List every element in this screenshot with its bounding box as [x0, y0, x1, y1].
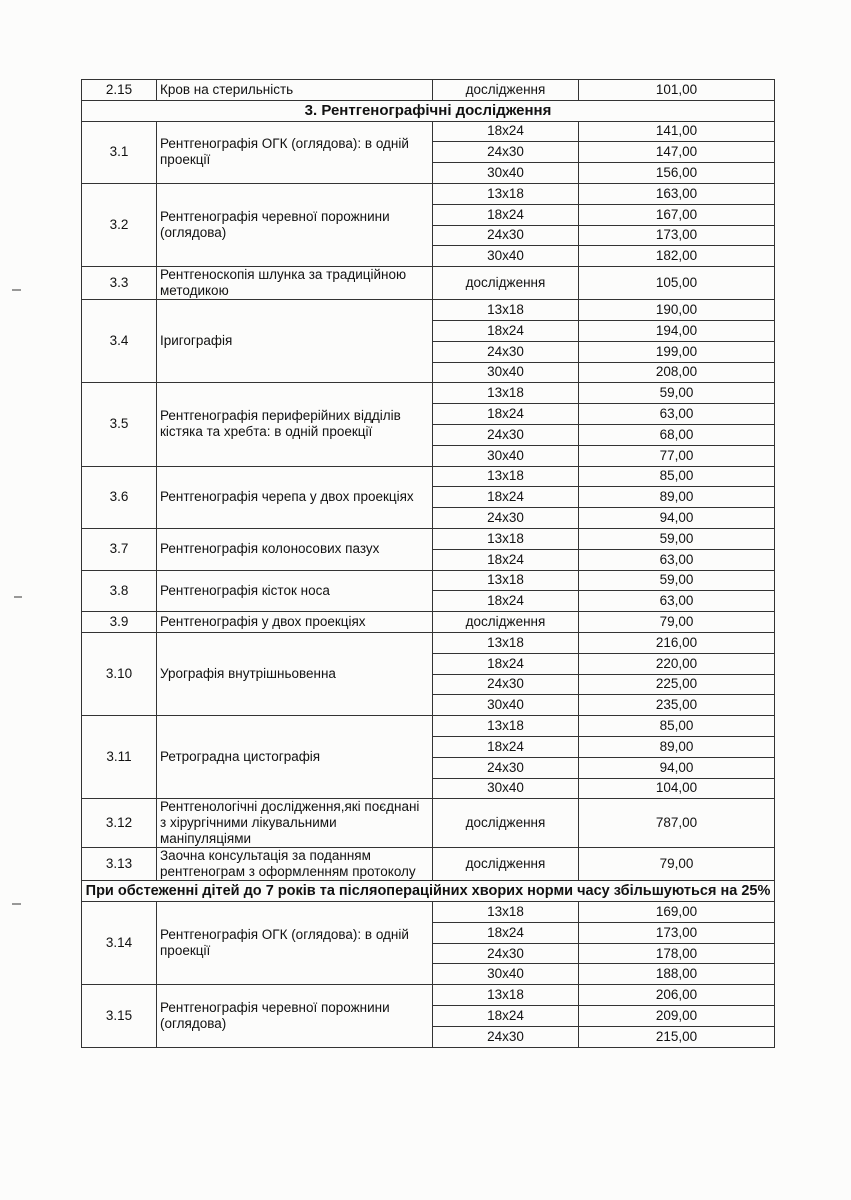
item-name: Рентгенологічні дослідження,які поєднані з хірургічними лікувальними маніпуляціями [157, 799, 433, 848]
item-unit: дослідження [433, 612, 579, 633]
item-number: 3.10 [82, 632, 157, 715]
item-unit: 18х24 [433, 653, 579, 674]
item-unit: дослідження [433, 848, 579, 881]
item-name: Рентгенографія ОГК (оглядова): в одній проекції [157, 121, 433, 183]
item-price: 105,00 [579, 267, 775, 300]
item-price: 216,00 [579, 632, 775, 653]
item-unit: 13х18 [433, 466, 579, 487]
item-number: 3.4 [82, 300, 157, 383]
item-unit: 18х24 [433, 320, 579, 341]
item-name: Ретроградна цистографія [157, 716, 433, 799]
item-unit: 24х30 [433, 508, 579, 529]
item-price: 156,00 [579, 163, 775, 184]
item-price: 77,00 [579, 445, 775, 466]
item-number: 3.15 [82, 985, 157, 1047]
item-price: 163,00 [579, 183, 775, 204]
item-unit: 24х30 [433, 225, 579, 246]
item-price: 89,00 [579, 736, 775, 757]
item-unit: 13х18 [433, 716, 579, 737]
item-unit: 30х40 [433, 445, 579, 466]
item-price: 59,00 [579, 528, 775, 549]
item-price: 63,00 [579, 591, 775, 612]
item-price: 209,00 [579, 1006, 775, 1027]
item-price: 101,00 [579, 80, 775, 101]
item-number: 3.8 [82, 570, 157, 612]
item-unit: 13х18 [433, 632, 579, 653]
item-name: Рентгенографія у двох проекціях [157, 612, 433, 633]
item-unit: 24х30 [433, 341, 579, 362]
item-price: 173,00 [579, 225, 775, 246]
table-row [82, 528, 775, 549]
note-row [82, 881, 775, 902]
item-unit: 24х30 [433, 674, 579, 695]
item-unit: 13х18 [433, 528, 579, 549]
item-number: 3.2 [82, 183, 157, 266]
table-row [82, 716, 775, 737]
item-name: Рентгенографія черепа у двох проекціях [157, 466, 433, 528]
item-name: Заочна консультація за поданням рентгенограм з оформленням протоколу [157, 848, 433, 881]
table-row [82, 902, 775, 923]
item-price: 147,00 [579, 142, 775, 163]
price-table [81, 79, 775, 1048]
item-price: 173,00 [579, 922, 775, 943]
item-price: 167,00 [579, 204, 775, 225]
item-unit: дослідження [433, 267, 579, 300]
item-unit: 18х24 [433, 121, 579, 142]
item-price: 225,00 [579, 674, 775, 695]
table-row [82, 799, 775, 848]
table-row [82, 570, 775, 591]
item-unit: 24х30 [433, 1026, 579, 1047]
item-name: Рентгенографія периферійних відділів кістяка та хребта: в одній проекції [157, 383, 433, 466]
item-price: 63,00 [579, 404, 775, 425]
item-unit: 13х18 [433, 985, 579, 1006]
table-row [82, 632, 775, 653]
scan-mark [12, 289, 21, 291]
item-price: 63,00 [579, 549, 775, 570]
table-row [82, 121, 775, 142]
table-row [82, 466, 775, 487]
item-number: 2.15 [82, 80, 157, 101]
item-price: 141,00 [579, 121, 775, 142]
item-number: 3.1 [82, 121, 157, 183]
item-price: 190,00 [579, 300, 775, 321]
item-price: 68,00 [579, 424, 775, 445]
item-number: 3.9 [82, 612, 157, 633]
item-unit: 13х18 [433, 300, 579, 321]
item-unit: 13х18 [433, 183, 579, 204]
note-text: При обстеженні дітей до 7 років та післяопераційних хворих норми часу збільшуються на 25% [82, 881, 775, 902]
item-unit: 24х30 [433, 424, 579, 445]
item-number: 3.3 [82, 267, 157, 300]
item-unit: 24х30 [433, 757, 579, 778]
item-unit: 30х40 [433, 362, 579, 383]
table-row [82, 985, 775, 1006]
item-number: 3.11 [82, 716, 157, 799]
item-unit: 30х40 [433, 964, 579, 985]
table-row [82, 80, 775, 101]
item-unit: 18х24 [433, 1006, 579, 1027]
item-price: 59,00 [579, 383, 775, 404]
item-name: Рентгеноскопія шлунка за традиційною методикою [157, 267, 433, 300]
item-unit: 30х40 [433, 778, 579, 799]
item-unit: 13х18 [433, 902, 579, 923]
item-price: 235,00 [579, 695, 775, 716]
item-unit: 13х18 [433, 570, 579, 591]
item-unit: 18х24 [433, 736, 579, 757]
item-number: 3.14 [82, 902, 157, 985]
item-unit: 18х24 [433, 549, 579, 570]
item-unit: 24х30 [433, 142, 579, 163]
item-unit: 30х40 [433, 695, 579, 716]
item-name: Рентгенографія ОГК (оглядова): в одній проекції [157, 902, 433, 985]
item-price: 787,00 [579, 799, 775, 848]
item-price: 79,00 [579, 848, 775, 881]
table-row [82, 267, 775, 300]
section-title: 3. Рентгенографічні дослідження [82, 100, 775, 121]
price-table-body [82, 80, 775, 1048]
item-price: 194,00 [579, 320, 775, 341]
item-price: 178,00 [579, 943, 775, 964]
item-unit: 30х40 [433, 246, 579, 267]
item-price: 104,00 [579, 778, 775, 799]
item-price: 206,00 [579, 985, 775, 1006]
item-price: 169,00 [579, 902, 775, 923]
item-price: 85,00 [579, 466, 775, 487]
table-row [82, 300, 775, 321]
item-name: Рентгенографія черевної порожнини (оглядова) [157, 183, 433, 266]
item-name: Кров на стерильність [157, 80, 433, 101]
item-price: 59,00 [579, 570, 775, 591]
item-unit: 30х40 [433, 163, 579, 184]
table-row [82, 383, 775, 404]
table-row [82, 848, 775, 881]
item-unit: 13х18 [433, 383, 579, 404]
item-price: 94,00 [579, 508, 775, 529]
item-unit: 18х24 [433, 591, 579, 612]
item-price: 85,00 [579, 716, 775, 737]
item-number: 3.7 [82, 528, 157, 570]
scan-mark [12, 903, 21, 905]
scan-mark [14, 596, 22, 598]
item-price: 94,00 [579, 757, 775, 778]
item-unit: 18х24 [433, 204, 579, 225]
item-price: 215,00 [579, 1026, 775, 1047]
section-row [82, 100, 775, 121]
item-unit: дослідження [433, 80, 579, 101]
item-unit: 24х30 [433, 943, 579, 964]
item-price: 188,00 [579, 964, 775, 985]
item-unit: 18х24 [433, 487, 579, 508]
item-number: 3.13 [82, 848, 157, 881]
item-price: 79,00 [579, 612, 775, 633]
item-price: 89,00 [579, 487, 775, 508]
item-unit: 18х24 [433, 404, 579, 425]
item-name: Іригографія [157, 300, 433, 383]
item-unit: 18х24 [433, 922, 579, 943]
item-price: 199,00 [579, 341, 775, 362]
item-name: Рентгенографія колоносових пазух [157, 528, 433, 570]
table-row [82, 612, 775, 633]
item-price: 220,00 [579, 653, 775, 674]
item-name: Урографія внутрішньовенна [157, 632, 433, 715]
item-name: Рентгенографія кісток носа [157, 570, 433, 612]
item-price: 208,00 [579, 362, 775, 383]
item-number: 3.6 [82, 466, 157, 528]
item-name: Рентгенографія черевної порожнини (оглядова) [157, 985, 433, 1047]
item-price: 182,00 [579, 246, 775, 267]
item-number: 3.5 [82, 383, 157, 466]
table-row [82, 183, 775, 204]
item-unit: дослідження [433, 799, 579, 848]
item-number: 3.12 [82, 799, 157, 848]
